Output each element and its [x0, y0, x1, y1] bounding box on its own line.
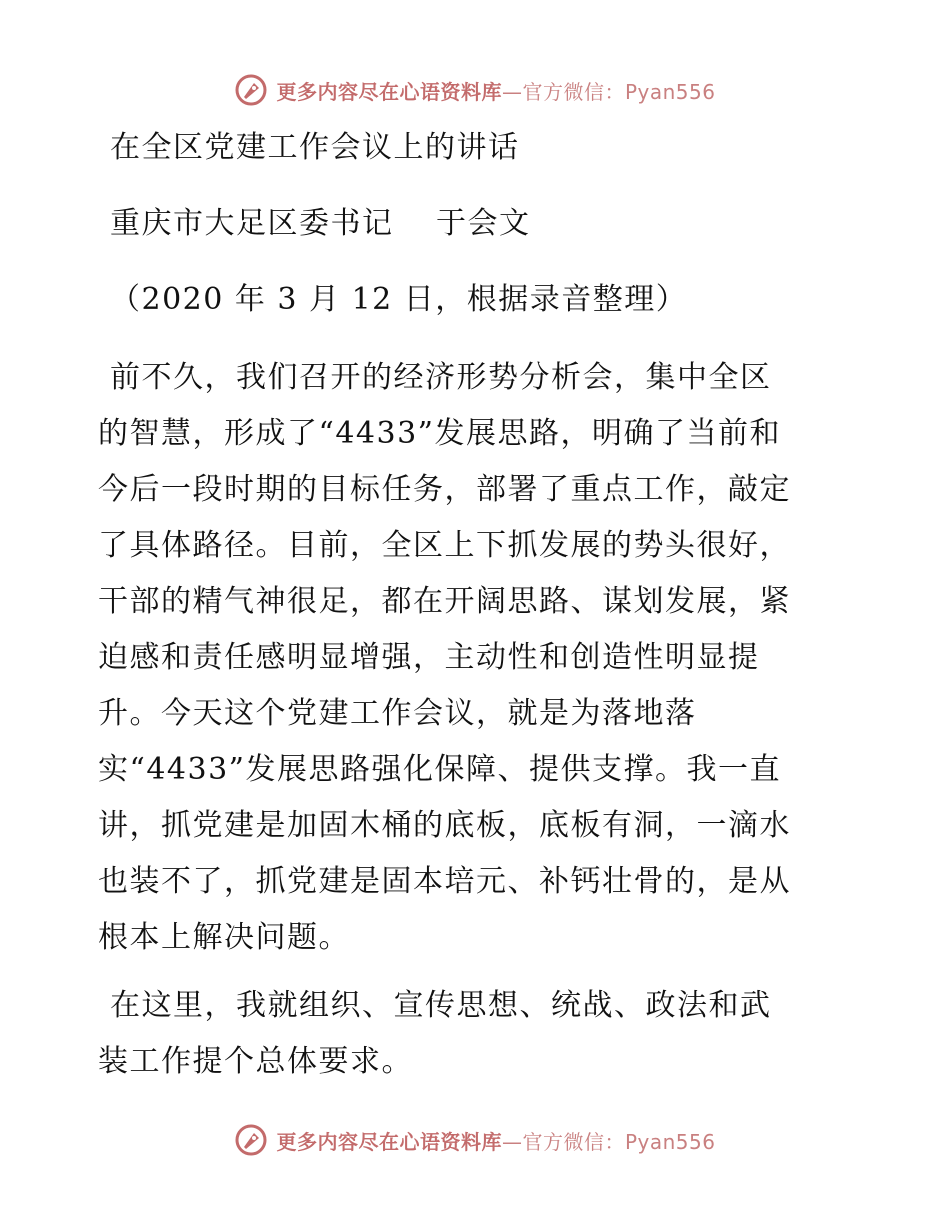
header-watermark — [0, 70, 950, 110]
paragraph-1 — [98, 350, 850, 966]
watermark-text — [276, 76, 715, 105]
pen-nib-circle-icon — [234, 73, 268, 107]
document-title: 在全区党建工作会议上的讲话 — [110, 130, 520, 165]
watermark-dash: — — [501, 1129, 523, 1154]
paragraph-line: 前不久，我们召开的经济形势分析会，集中全区 — [110, 360, 772, 395]
paragraph-line: 了具体路径。目前，全区上下抓发展的势头很好， — [98, 528, 791, 563]
document-author: 重庆市大足区委书记 于会文 — [110, 206, 531, 241]
paragraph-line: 装工作提个总体要求。 — [98, 1044, 413, 1079]
paragraph-line: 讲，抓党建是加固木桶的底板，底板有洞，一滴水 — [98, 808, 791, 843]
paragraph-line: 干部的精气神很足，都在开阔思路、谋划发展，紧 — [98, 584, 791, 619]
paragraph-line: 升。今天这个党建工作会议，就是为落地落 — [98, 696, 697, 731]
watermark-text — [276, 1126, 715, 1155]
watermark-brand: 更多内容尽在心语资料库 — [276, 1129, 502, 1154]
paragraph-2 — [98, 978, 850, 1090]
document-body — [98, 122, 850, 1102]
watermark-account: 官方微信：Pyan556 — [522, 79, 716, 104]
document-date-note: （2020 年 3 月 12 日，根据录音整理） — [110, 282, 688, 317]
watermark-brand: 更多内容尽在心语资料库 — [276, 79, 502, 104]
paragraph-line: 的智慧，形成了“4433”发展思路，明确了当前和 — [98, 416, 782, 451]
paragraph-line: 根本上解决问题。 — [98, 920, 350, 955]
watermark-dash: — — [501, 79, 523, 104]
watermark-account: 官方微信：Pyan556 — [522, 1129, 716, 1154]
paragraph-line: 迫感和责任感明显增强，主动性和创造性明显提 — [98, 640, 760, 675]
pen-nib-circle-icon — [234, 1123, 268, 1157]
paragraph-line: 今后一段时期的目标任务，部署了重点工作，敲定 — [98, 472, 791, 507]
paragraph-line: 实“4433”发展思路强化保障、提供支撑。我一直 — [98, 752, 782, 787]
footer-watermark — [0, 1120, 950, 1160]
paragraph-line: 在这里，我就组织、宣传思想、统战、政法和武 — [110, 988, 772, 1023]
paragraph-line: 也装不了，抓党建是固本培元、补钙壮骨的，是从 — [98, 864, 791, 899]
